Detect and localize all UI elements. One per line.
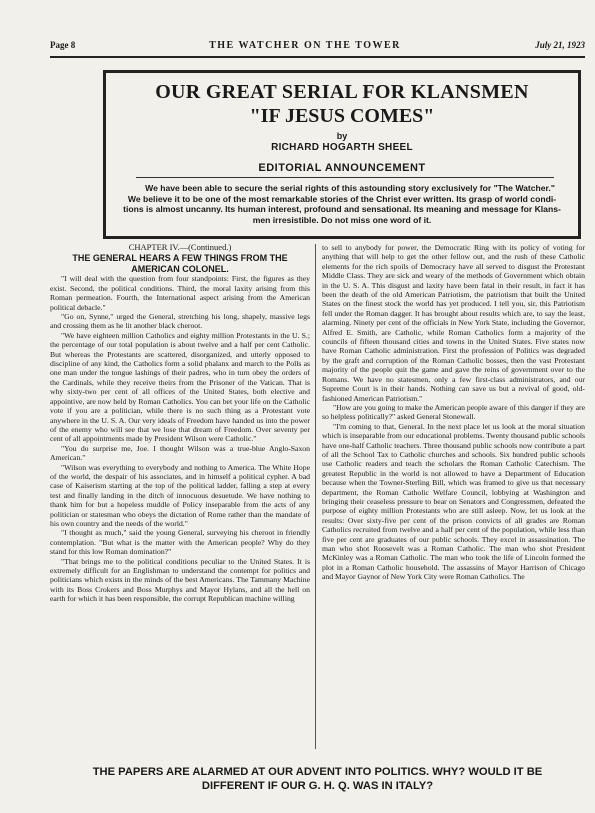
paragraph: "Go on, Synne," urged the General, stretching his long, shapely, massive legs and crossing them as he lit another black cheroot. (50, 312, 310, 331)
paragraph: "That brings me to the political conditions peculiar to the United States. It is extremely difficult for an Englishman to understand the contempt for politics and politicians which exists in the minds of the best Americans. The Tammany Machine with its Boss Crokers and Boss Murphys and Mayor Hylans, and all the hell on earth for which it has been responsible, the corrupt Republican machine willing (50, 556, 310, 604)
paragraph: "Wilson was everything to everybody and nothing to America. The White Hope of the world, the despair of his associates, and in himself a political cypher. A bad case of Kaiserism starting at the top of the political ladder, falling a step at every test and finally landing in the ditch of innocuous desuetude. We have nothing to thank him for but a hopeless muddle of Policy inseparable from the acts of any politician or statesman who obeys the dictation of Rome rather than the mandate of his own country and the needs of the world." (50, 462, 310, 528)
announcement-line: We believe it to be one of the most remarkable stories of the Christ ever written. Its grasp of world condi- (127, 193, 557, 204)
header-rule (50, 56, 585, 58)
paragraph: "How are you going to make the American people aware of this danger if they are so helpless politically?" asked General Stonewall. (322, 402, 585, 422)
footer-line: THE PAPERS ARE ALARMED AT OUR ADVENT INTO POLITICS. WHY? WOULD IT BE (92, 766, 543, 778)
page-header (50, 40, 585, 54)
chapter-label: CHAPTER IV.—(Continued.) (128, 242, 232, 252)
paragraph: to sell to anybody for power, the Democratic Ring with its policy of voting for anything that will help to get the other fellow out, and the rush of these Catholic elements for the rich spoils of Democracy have all served to disgust the Protestant Middle Class. They are sick and weary of the methods of Government which obtain in the U. S. A. This disgust and laxity have been fatal in their result, in fact it has been the death of the old American Patriotism, the patriotism that built the United States on the finest stock the world has yet produced. I tell you, sir, this Patriotism fell under the Roman dagger. It has brought about results which are, to say the least, alarming. Ninety per cent of the officials in New York State, including the Governor, Alfred E. Smith, are Catholic, while Roman Catholics form a majority of the councils of fifteen thousand cities and towns in the United States. Five states now have Roman Catholic administration. First the profession of Politics was degraded by the graft and corruption of the Roman Catholic bosses, then the vast Protestant majority of the people quit the game and gave the reins of government over to the Romans. We have no statesmen, only a few first-class administrators, and our Supreme Court is in their hands. Nothing can save us but a revival of good, old-fashioned American Patriotism." (322, 243, 585, 403)
serial-title: OUR GREAT SERIAL FOR KLANSMEN (155, 81, 529, 103)
announcement-line: We have been able to secure the serial rights of this astounding story exclusively for "The Watcher." (145, 183, 555, 193)
paragraph: "We have eighteen million Catholics and eighty million Protestants in the U. S.; the percentage of our total population is about twelve and a half per cent Catholic. But whereas the Protestants are scattered, disorganized, and utterly opposed to discipline of any kind, the Catholics form a solid phalanx and march to the Polls as one man under the tongue lashings of their padres, who in turn obey the orders of the Cardinals, while they receive theirs from the Prisoner of the Vatican. That is why sixty-two per cent of all offices of the United States, both elective and appointive, are now held by Roman Catholics. You can bet your life on the Catholic vote if you are a politician, while there is no such thing as a Protestant vote anywhere in the U. S. A. Our very ideals of Freedom have handed us into the power of the enemy who will see that we lose that dream of Freedom. Over seventy per cent of all appointments made by President Wilson were Catholic." (50, 330, 310, 444)
paragraph: "I will deal with the question from four standpoints: First, the figures as they exist. Second, the political conditions. Third, the moral laxity arising from this Roman permeation. Fourth, the International aspect arising from the American political debacle." (50, 274, 310, 312)
issue-date: July 21, 1923 (535, 40, 585, 50)
announcement-text (106, 183, 578, 225)
column-divider (315, 244, 316, 749)
byline-by: by (336, 131, 348, 141)
announcement-line: men irresistible. Do not miss one word of it. (252, 214, 432, 225)
announcement-line: tions is almost uncanny. Its human interest, profound and sensational. Its meaning and message for Klans- (123, 204, 561, 215)
publication-title: THE WATCHER ON THE TOWER (209, 40, 401, 51)
author-name: RICHARD HOGARTH SHEEL (271, 142, 413, 153)
story-title: "IF JESUS COMES" (249, 105, 435, 127)
footer-line: DIFFERENT IF OUR G. H. Q. WAS IN ITALY? (201, 780, 434, 792)
right-column (322, 243, 585, 582)
serial-announcement-box (103, 70, 581, 239)
announcement-rule (136, 177, 554, 178)
chapter-heading: THE GENERAL HEARS A FEW THINGS FROM THE AMERICAN COLONEL. (72, 253, 288, 274)
paragraph: "You do surprise me, Joe. I thought Wilson was a true-blue Anglo-Saxon American." (50, 443, 310, 463)
page-number: Page 8 (50, 40, 76, 50)
left-column (50, 243, 310, 604)
paragraph: "I thought as much," said the young General, surveying his cheroot in friendly contemplation. "But what is the matter with the American people? Why do they stand for this low Roman domination?" (50, 528, 310, 557)
paragraph: "I'm coming to that, General. In the next place let us look at the moral situation which is inseparable from our educational problems. Twenty thousand public schools have one-half Catholic teachers. Three thousand public schools now contribute a part of all the School Tax to Catholic churches and schools. Six hundred public schools use Catholic readers and teach the scholars the Roman Catholic Catechism. The greatest Republic in the world is not allowed to have a Department of Education because when the Towner-Sterling Bill, which was framed to give us that necessary department, the Roman Catholic Welfare Council, lobbying at Washington and bringing their ceaseless pressure to bear on Senators and Congressmen, defeated the purpose of eighty million Protestants who are still asleep. Now, let us look at the results: Over sixty-five per cent of the prison convicts of all grades are Roman Catholics recruited from twelve and a half per cent of the population, while less than five per cent are graduates of our public schools. They excel in assassination. The man who shot Roosevelt was a Roman Catholic. The man who shot President McKinley was a Roman Catholic. The man who took the life of Lincoln formed the plot in a Roman Catholic household. The assassins of Mayor Harrison of Chicago and Mayor Gaynor of New York City were Roman Catholics. The (322, 421, 585, 582)
announcement-heading: EDITORIAL ANNOUNCEMENT (258, 162, 426, 174)
footer-banner (50, 765, 585, 793)
